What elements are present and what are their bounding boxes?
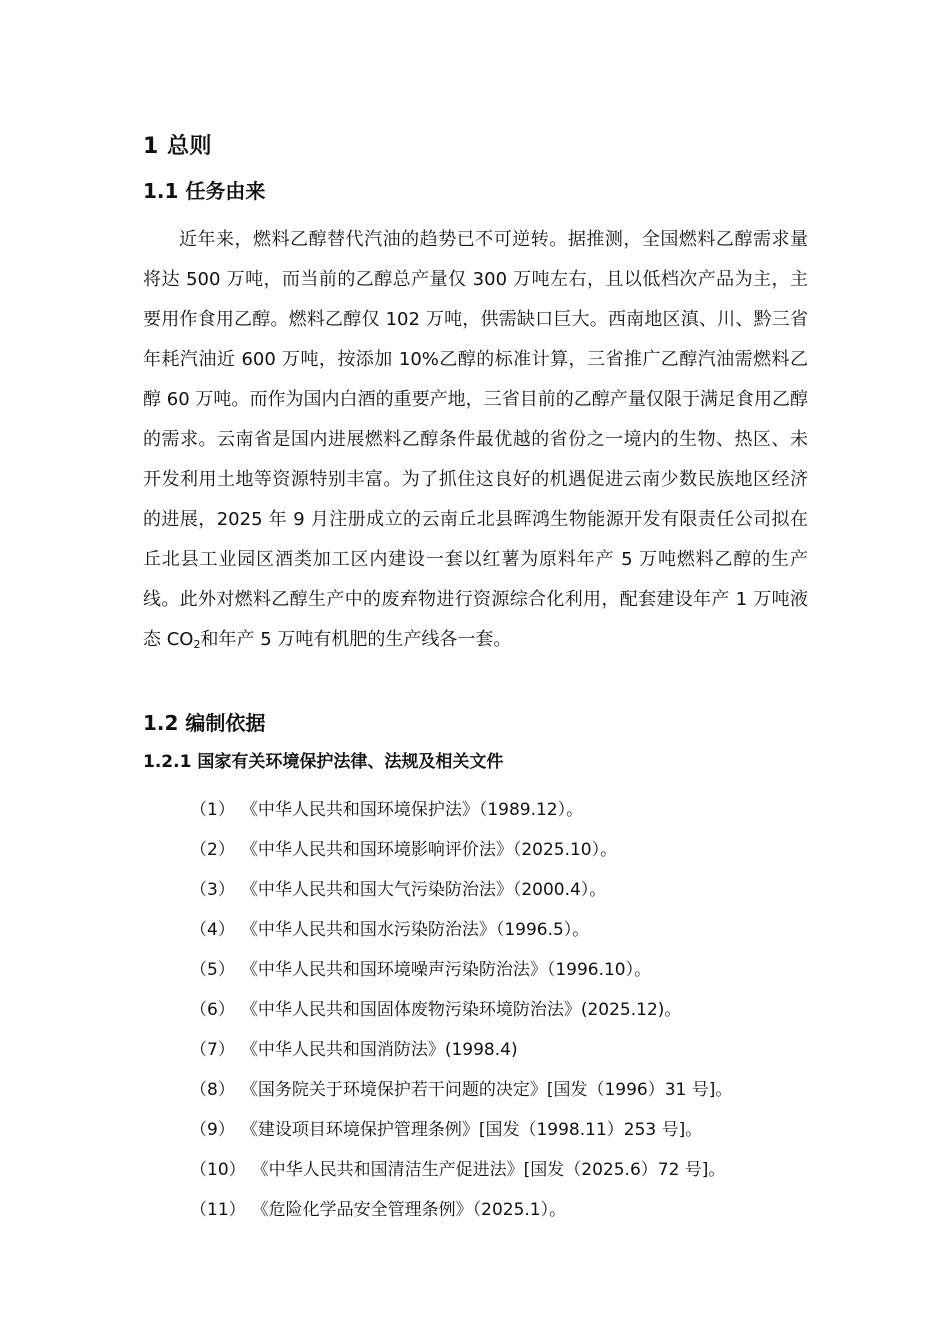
list-item [190,990,732,1030]
list-item [190,910,732,950]
subsection-title-basis: 1.2 编制依据 [143,711,266,735]
subsection-title-task-origin: 1.1 任务由来 [143,179,266,203]
list-item-number: （4） [190,920,235,940]
list-item [190,1150,732,1190]
list-item-text: 《中华人民共和国环境保护法》（1989.12）。 [240,800,584,820]
list-item-text: 《中华人民共和国大气污染防治法》（2000.4）。 [240,880,607,900]
list-item-number: （11） [190,1200,246,1220]
list-item-number: （7） [190,1040,235,1060]
list-item [190,790,732,830]
list-item [190,1110,732,1150]
list-item-text: 《中华人民共和国环境影响评价法》（2025.10）。 [240,840,618,860]
list-item-number: （3） [190,880,235,900]
co2-subscript: 2 [193,638,201,651]
list-item-text: 《中华人民共和国固体废物污染环境防治法》(2025.12)。 [240,1000,682,1020]
law-reference-list [190,790,732,1230]
list-item-text: 《危险化学品安全管理条例》（2025.1）。 [251,1200,567,1220]
list-item-text: 《中华人民共和国水污染防治法》（1996.5）。 [240,920,590,940]
list-item-text: 《中华人民共和国消防法》(1998.4) [240,1040,518,1060]
section-title: 1 总则 [143,134,212,159]
list-item [190,1030,732,1070]
list-item-number: （2） [190,840,235,860]
paragraph-text-end: 和年产 5 万吨有机肥的生产线各一套。 [200,629,512,650]
list-item-text: 《国务院关于环境保护若干问题的决定》[国发（1996）31 号]。 [240,1080,733,1100]
list-item-number: （8） [190,1080,235,1100]
list-item [190,830,732,870]
list-item-number: （9） [190,1120,235,1140]
list-item-text: 《建设项目环境保护管理条例》[国发（1998.11）253 号]。 [240,1120,703,1140]
list-item-text: 《中华人民共和国清洁生产促进法》[国发（2025.6）72 号]。 [251,1160,726,1180]
paragraph-text: 近年来，燃料乙醇替代汽油的趋势已不可逆转。据推测，全国燃料乙醇需求量将达 500 万吨，而当前的乙醇总产量仅 300 万吨左右，且以低档次产品为主，主要用作食用乙醇。燃料乙醇仅 102 万吨，供需缺口巨大。西南地区滇、川、黔三省年耗汽油近 600 万吨，按添加 10%乙醇的标准计算，三省推广乙醇汽油需燃料乙醇 60 万吨。而作为国内白酒的重要产地，三省目前的乙醇产量仅限于满足食用乙醇的需求。云南省是国内进展燃料乙醇条件最优越的省份之一境内的生物、热区、未开发利用土地等资源特别丰富。为了抓住这良好的机遇促进云南少数民族地区经济的进展，2025 年 9 月注册成立的云南丘北县晖鸿生物能源开发有限责任公司拟在丘北县工业园区酒类加工区内建设一套以红薯为原料年产 5 万吨燃料乙醇的生产线。此外对燃料乙醇生产中的废弃物进行资源综合化利用，配套建设年产 1 万吨液态 CO [143,229,808,650]
list-item-text: 《中华人民共和国环境噪声污染防治法》（1996.10）。 [240,960,652,980]
list-item-number: （5） [190,960,235,980]
list-item-number: （6） [190,1000,235,1020]
task-origin-paragraph [143,220,808,665]
list-item [190,950,732,990]
list-item-number: （10） [190,1160,246,1180]
list-item-number: （1） [190,800,235,820]
subsubsection-title-laws: 1.2.1 国家有关环境保护法律、法规及相关文件 [143,752,504,772]
list-item [190,1070,732,1110]
list-item [190,870,732,910]
list-item [190,1190,732,1230]
